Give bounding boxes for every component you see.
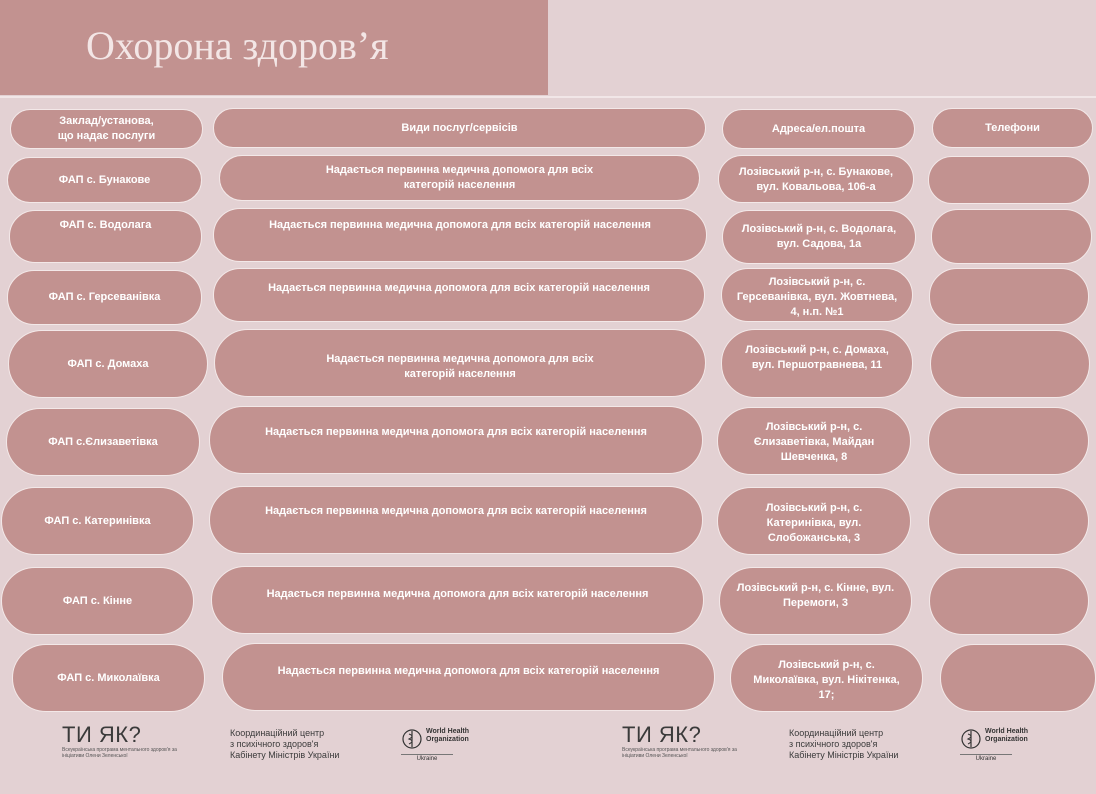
address-cell: Лозівський р-н, с. Кінне, вул. Перемоги, 3 bbox=[719, 567, 912, 635]
page-title: Охорона здоров’я bbox=[86, 23, 389, 68]
service-cell: Надається первинна медична допомога для всіх категорій населення bbox=[209, 406, 703, 474]
who-logo: World Health Organization Ukraine bbox=[401, 728, 469, 762]
facility-cell: ФАП с. Герсеванівка bbox=[7, 270, 202, 325]
address-cell: Лозівський р-н, с. Домаха, вул. Першотравнева, 11 bbox=[721, 329, 913, 398]
service-cell: Надається первинна медична допомога для всіх категорій населення bbox=[214, 329, 706, 397]
phone-cell bbox=[929, 268, 1089, 325]
coordination-center-text: Координаційний центр з психічного здоров'я Кабінету Міністрів України bbox=[230, 728, 340, 760]
facility-cell: ФАП с. Домаха bbox=[8, 330, 208, 398]
address-cell: Лозівський р-н, с. Єлизаветівка, Майдан Шевченка, 8 bbox=[717, 407, 911, 475]
who-emblem-icon bbox=[401, 728, 423, 750]
address-cell: Лозівський р-н, с. Катеринівка, вул. Слобожанська, 3 bbox=[717, 487, 911, 555]
address-cell: Лозівський р-н, с. Водолага, вул. Садова, 1а bbox=[722, 210, 916, 264]
phone-cell bbox=[928, 407, 1089, 475]
tiyak-logo: ТИ ЯК? Всеукраїнська програма ментального здоров'я за ініціативи Олени Зеленської bbox=[62, 722, 177, 759]
service-cell: Надається первинна медична допомога для всіх категорій населення bbox=[213, 208, 707, 262]
who-logo: World Health Organization Ukraine bbox=[960, 728, 1028, 762]
divider bbox=[0, 96, 1096, 98]
facility-cell: ФАП с. Водолага bbox=[9, 210, 202, 263]
service-cell: Надається первинна медична допомога для всіх категорій населення bbox=[213, 268, 705, 322]
header-phones: Телефони bbox=[932, 108, 1093, 148]
service-cell: Надається первинна медична допомога для всіх категорій населення bbox=[211, 566, 704, 634]
header-services: Види послуг/сервісів bbox=[213, 108, 706, 148]
address-cell: Лозівський р-н, с. Миколаївка, вул. Нікітенка, 17; bbox=[730, 644, 923, 712]
facility-cell: ФАП с. Кінне bbox=[1, 567, 194, 635]
facility-cell: ФАП с. Катеринівка bbox=[1, 487, 194, 555]
address-cell: Лозівський р-н, с. Герсеванівка, вул. Жовтнева, 4, н.п. №1 bbox=[721, 268, 913, 322]
phone-cell bbox=[928, 156, 1090, 204]
service-cell: Надається первинна медична допомога для всіх категорій населення bbox=[222, 643, 715, 711]
header-facility: Заклад/установа, що надає послуги bbox=[10, 109, 203, 149]
coordination-center-text: Координаційний центр з психічного здоров'я Кабінету Міністрів України bbox=[789, 728, 899, 760]
who-emblem-icon bbox=[960, 728, 982, 750]
address-cell: Лозівський р-н, с. Бунакове, вул. Ковальова, 106-а bbox=[718, 155, 914, 203]
tiyak-logo: ТИ ЯК? Всеукраїнська програма ментального здоров'я за ініціативи Олени Зеленської bbox=[622, 722, 737, 759]
phone-cell bbox=[931, 209, 1092, 264]
phone-cell bbox=[940, 644, 1096, 712]
service-cell: Надається первинна медична допомога для всіх категорій населення bbox=[209, 486, 703, 554]
phone-cell bbox=[928, 487, 1089, 555]
facility-cell: ФАП с.Єлизаветівка bbox=[6, 408, 200, 476]
facility-cell: ФАП с. Бунакове bbox=[7, 157, 202, 203]
phone-cell bbox=[930, 330, 1090, 398]
header-address: Адреса/ел.пошта bbox=[722, 109, 915, 149]
service-cell: Надається первинна медична допомога для всіх категорій населення bbox=[219, 155, 700, 201]
facility-cell: ФАП с. Миколаївка bbox=[12, 644, 205, 712]
phone-cell bbox=[929, 567, 1089, 635]
